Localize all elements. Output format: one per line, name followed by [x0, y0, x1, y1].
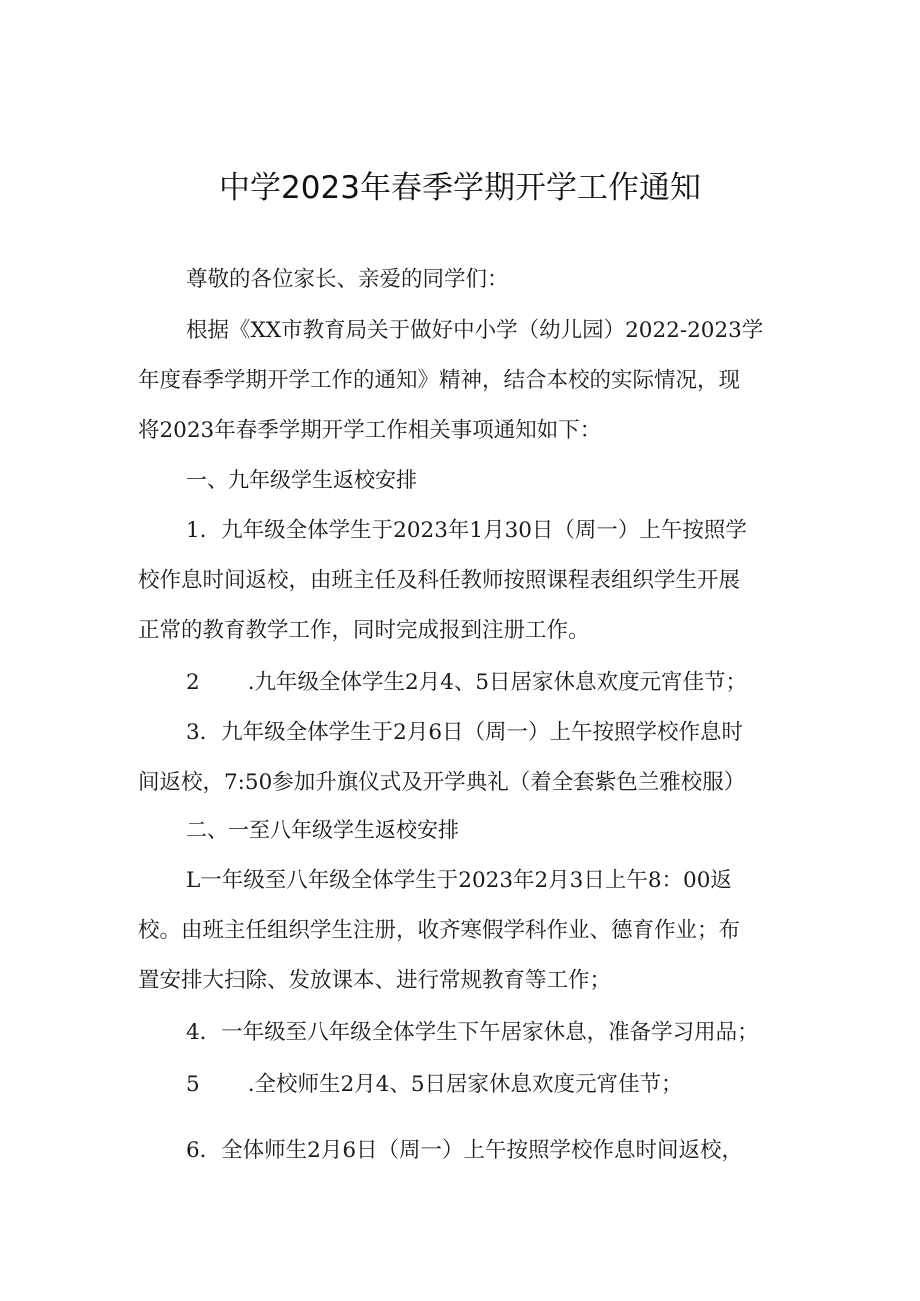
section-1-item-3-line-1: 3．九年级全体学生于2月6日（周一）上午按照学校作息时: [186, 720, 744, 745]
section-1-heading: 一、九年级学生返校安排: [186, 468, 417, 492]
section-2-item-5-text: .全校师生2月4、5日居家休息欢度元宵佳节；: [247, 1072, 683, 1097]
section-2-item-1-line-2: 校。由班主任组织学生注册，收齐寒假学科作业、德育作业；布: [138, 918, 741, 943]
section-2-item-1-line-3: 置安排大扫除、发放课本、进行常规教育等工作；: [138, 968, 612, 993]
intro-line-1: 根据《XX市教育局关于做好中小学（幼儿园）2022-2023学: [186, 318, 764, 343]
section-2-item-5-number: 5: [186, 1072, 200, 1097]
section-1-item-1-line-3: 正常的教育教学工作，同时完成报到注册工作。: [138, 618, 590, 643]
section-2-item-4: 4．一年级至八年级全体学生下午居家休息，准备学习用品；: [186, 1020, 759, 1045]
section-1-item-1-line-2: 校作息时间返校，由班主任及科任教师按照课程表组织学生开展: [138, 568, 741, 593]
section-1-item-2-number: 2: [186, 670, 200, 695]
section-2-item-5: [186, 1070, 683, 1100]
section-1-item-2: [186, 668, 747, 698]
section-1-item-2-text: .九年级全体学生2月4、5日居家休息欢度元宵佳节；: [247, 670, 748, 695]
section-2-item-1-line-1: L一年级至八年级全体学生于2023年2月3日上午8：00返: [186, 868, 732, 893]
document-title: 中学2023年春季学期开学工作通知: [219, 170, 701, 206]
greeting: 尊敬的各位家长、亲爱的同学们：: [186, 267, 509, 292]
section-2-item-6: 6．全体师生2月6日（周一）上午按照学校作息时间返校，: [186, 1138, 744, 1163]
section-1-item-1-line-1: 1．九年级全体学生于2023年1月30日（周一）上午按照学: [186, 518, 747, 543]
intro-line-2: 年度春季学期开学工作的通知》精神，结合本校的实际情况，现: [138, 368, 741, 393]
intro-line-3: 将2023年春季学期开学工作相关事项通知如下：: [138, 418, 602, 443]
section-2-heading: 二、一至八年级学生返校安排: [186, 818, 459, 842]
section-1-item-3-line-2: 间返校，7:50参加升旗仪式及开学典礼（着全套紫色兰雅校服）: [138, 770, 746, 795]
